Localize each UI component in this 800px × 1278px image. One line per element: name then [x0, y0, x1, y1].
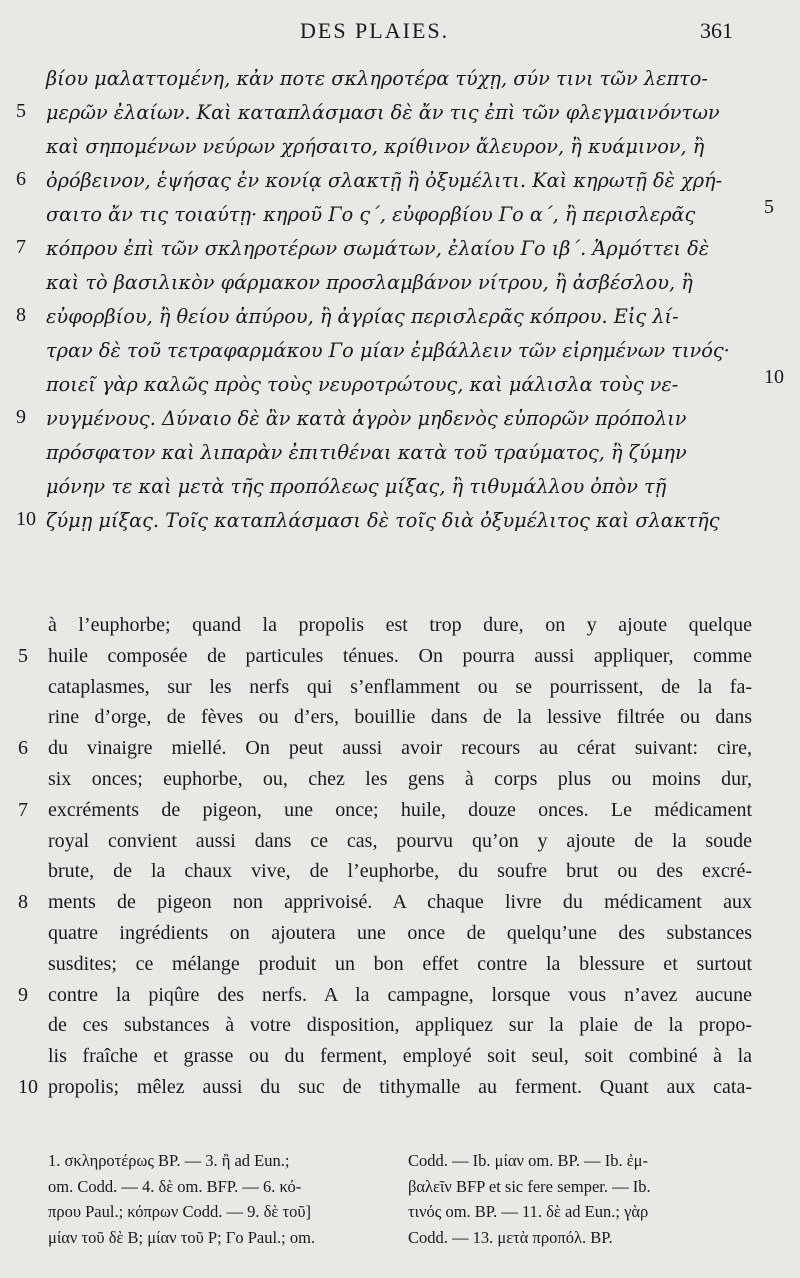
french-line-text: lis fraîche et grasse ou du ferment, employé soit seul, soit combiné à la: [48, 1045, 752, 1068]
greek-line: [0, 164, 800, 198]
footnote-line: τινός om. BP. — 11. δὲ ad Eun.; γὰρ: [408, 1202, 649, 1221]
line-number: 9: [18, 983, 28, 1006]
line-number: 8: [18, 891, 28, 914]
line-number: 5: [16, 100, 26, 122]
french-line-text: susdites; ce mélange produit un bon effet contre la blessure et surtout: [48, 952, 752, 975]
greek-line-text: καὶ σηπομένων νεύρων χρήσαιτο, κρίθινον ἄλευρον, ἢ κυάμινον, ἢ: [46, 135, 705, 158]
french-line: [0, 918, 800, 949]
footnote-line: βαλεῖν BFP et sic fere semper. — Ib.: [408, 1176, 651, 1196]
footnote-line: Codd. — 13. μετὰ προπόλ. BP.: [408, 1227, 613, 1247]
french-line-text: huile composée de particules ténues. On pourra aussi appliquer, comme: [48, 644, 752, 667]
greek-text-block: [0, 62, 800, 538]
footnote-line: μίαν τοῦ δὲ B; μίαν τοῦ P; Γο Paul.; om.: [48, 1227, 316, 1247]
line-number-right: 5: [764, 196, 774, 218]
greek-line: [0, 198, 800, 232]
french-line: [0, 610, 800, 641]
french-line: [0, 1010, 800, 1041]
greek-line-text: ποιεῖ γὰρ καλῶς πρὸς τοὺς νευροτρώτους, καὶ μάλισλα τοὺς νε-: [46, 373, 679, 396]
french-line: [0, 1072, 800, 1103]
footnotes-right-column: [408, 1148, 753, 1250]
french-line-text: ments de pigeon non apprivoisé. A chaque livre du médicament aux: [48, 891, 752, 914]
running-title: DES PLAIES.: [300, 18, 450, 43]
greek-line-text: βίου μαλαττομένη, κἀν ποτε σκληροτέρα τύχῃ, σύν τινι τῶν λεπτο-: [46, 67, 708, 90]
greek-line: [0, 232, 800, 266]
french-line-text: brute, de la chaux vive, de l’euphorbe, du soufre brut ou des excré-: [48, 860, 752, 883]
french-line-text: propolis; mêlez aussi du suc de tithymalle au ferment. Quant aux cata-: [48, 1075, 752, 1098]
greek-line: [0, 96, 800, 130]
greek-line-text: νυγμένους. Δύναιο δὲ ἂν κατὰ ἀγρὸν μηδενὸς εὐπορῶν πρόπολιν: [46, 407, 687, 430]
greek-line: [0, 470, 800, 504]
line-number: 6: [18, 737, 28, 760]
french-line: [0, 1041, 800, 1072]
french-line: [0, 795, 800, 826]
greek-line: [0, 436, 800, 470]
greek-line: [0, 266, 800, 300]
french-line-text: rine d’orge, de fèves ou d’ers, bouillie dans de la lessive filtrée ou dans: [48, 706, 752, 729]
page-number: 361: [700, 18, 733, 43]
french-line: [0, 641, 800, 672]
line-number-right: 10: [764, 366, 784, 388]
french-line: [0, 672, 800, 703]
greek-line: [0, 504, 800, 538]
line-number: 9: [16, 406, 26, 428]
footnote-line: om. Codd. — 4. δὲ om. BFP. — 6. κό-: [48, 1176, 302, 1196]
greek-line-text: εὐφορβίου, ἢ θείου ἀπύρου, ἢ ἀγρίας περισλερᾶς κόπρου. Εἰς λί-: [46, 305, 679, 328]
greek-line: [0, 402, 800, 436]
footnotes-left-column: [48, 1148, 393, 1250]
french-line: [0, 764, 800, 795]
french-line: [0, 887, 800, 918]
french-line: [0, 702, 800, 733]
greek-line: [0, 300, 800, 334]
greek-line-text: σαιτο ἄν τις τοιαύτῃ· κηροῦ Γο ς΄, εὐφορβίου Γο α΄, ἢ περισλερᾶς: [46, 203, 696, 226]
line-number: 6: [16, 168, 26, 190]
line-number: 10: [18, 1075, 38, 1098]
greek-line-text: ζύμῃ μίξας. Τοῖς καταπλάσμασι δὲ τοῖς διὰ ὀξυμέλιτος καὶ σλακτῆς: [46, 509, 720, 532]
greek-line-text: κόπρου ἐπὶ τῶν σκληροτέρων σωμάτων, ἐλαίου Γο ιβ΄. Ἁρμόττει δὲ: [46, 237, 710, 260]
greek-line-text: μόνην τε καὶ μετὰ τῆς προπόλεως μίξας, ἢ τιθυμάλλου ὀπὸν τῇ: [46, 475, 667, 498]
line-number: 7: [18, 798, 28, 821]
line-number: 10: [16, 508, 36, 530]
line-number: 7: [16, 236, 26, 258]
french-line-text: contre la piqûre des nerfs. A la campagne, lorsque vous n’avez aucune: [48, 983, 752, 1006]
french-translation-block: [0, 610, 800, 1103]
footnote-line: Codd. — Ib. μίαν om. BP. — Ib. ἐμ-: [408, 1151, 648, 1170]
greek-line: [0, 334, 800, 368]
greek-line-text: πρόσφατον καὶ λιπαρὰν ἐπιτιθέναι κατὰ τοῦ τραύματος, ἢ ζύμην: [46, 441, 687, 464]
french-line-text: quatre ingrédients on ajoutera une once de quelqu’une des substances: [48, 921, 752, 944]
french-line: [0, 826, 800, 857]
french-line: [0, 733, 800, 764]
french-line-text: six onces; euphorbe, ou, chez les gens à corps plus ou moins dur,: [48, 767, 752, 790]
greek-line-text: καὶ τὸ βασιλικὸν φάρμακον προσλαμβάνον νίτρου, ἢ ἀσβέσλου, ἢ: [46, 271, 693, 294]
footnote-line: 1. σκληροτέρως BP. — 3. ἢ ad Eun.;: [48, 1151, 290, 1170]
french-line: [0, 980, 800, 1011]
greek-line-text: ὀρόβεινον, ἑψήσας ἐν κονίᾳ σλακτῇ ἢ ὀξυμέλιτι. Καὶ κηρωτῇ δὲ χρή-: [46, 169, 723, 192]
footnote-line: πρου Paul.; κόπρων Codd. — 9. δὲ τοῦ]: [48, 1202, 311, 1221]
greek-line-text: μερῶν ἐλαίων. Καὶ καταπλάσμασι δὲ ἄν τις ἐπὶ τῶν φλεγμαινόντων: [46, 101, 720, 124]
french-line-text: à l’euphorbe; quand la propolis est trop dure, on y ajoute quelque: [48, 614, 752, 636]
greek-line: [0, 130, 800, 164]
line-number: 8: [16, 304, 26, 326]
page-header: [0, 18, 800, 48]
line-number: 5: [18, 644, 28, 667]
french-line-text: cataplasmes, sur les nerfs qui s’enflamment ou se pourrissent, de la fa-: [48, 675, 752, 698]
greek-line-text: τραν δὲ τοῦ τετραφαρμάκου Γο μίαν ἐμβάλλειν τῶν εἰρημένων τινός·: [46, 339, 730, 362]
greek-line: [0, 62, 800, 96]
french-line: [0, 856, 800, 887]
french-line-text: royal convient aussi dans ce cas, pourvu qu’on y ajoute de la soude: [48, 829, 752, 852]
french-line-text: du vinaigre miellé. On peut aussi avoir recours au cérat suivant: cire,: [48, 737, 752, 760]
french-line-text: excréments de pigeon, une once; huile, douze onces. Le médicament: [48, 798, 752, 821]
french-line-text: de ces substances à votre disposition, appliquez sur la plaie de la propo-: [48, 1014, 752, 1037]
french-line: [0, 949, 800, 980]
greek-line: [0, 368, 800, 402]
